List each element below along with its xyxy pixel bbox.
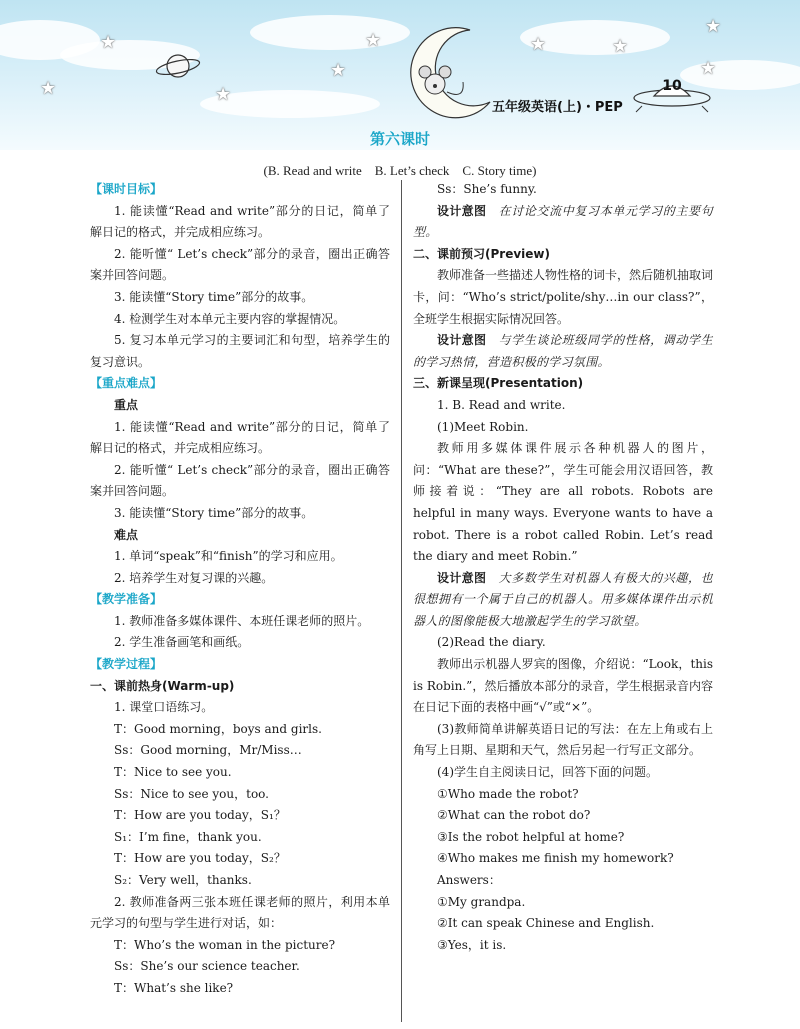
presentation-heading: 三、新课呈现(Presentation) [413,376,584,391]
book-label: 五年级英语(上)・PEP [492,100,623,115]
presentation-paragraph: 教师出示机器人罗宾的图像，介绍说：“Look，this is Robin.”，然后播放本部分的录音，学生根据录音内容在日记下面的表格中画“√”或“×”。 [413,657,713,715]
cloud-decoration [250,15,410,50]
star-icon: ★ [215,84,232,105]
presentation-paragraph: (3)教师简单讲解英语日记的写法：在左上角或右上角写上日期、星期和天气，然后另起一行写正文部分。 [413,721,713,758]
dialog-line: T：How are you today，S₁？ [114,808,286,823]
design-intent [413,568,713,633]
design-intent-text: 大多数学生对机器人有极大的兴趣，也很想拥有一个属于自己的机器人。用多媒体课件出示机器人的图像能极大地激起学生的学习欲望。 [413,570,713,628]
section-tag-key-points: 【重点难点】 [90,376,163,391]
star-icon: ★ [530,34,547,55]
lesson-subtitle: (B. Read and write B. Let’s check C. Story time) [263,163,537,178]
answer-item: ③Yes，it is. [437,937,507,952]
question-item: ①Who made the robot? [437,786,579,801]
lesson-title: 第六课时 [369,130,430,148]
presentation-step: (2)Read the diary. [437,635,546,650]
goal-item: 1. 能读懂“Read and write”部分的日记，简单了解日记的格式，并完成相应练习。 [90,203,390,240]
design-intent-text: 与学生谈论班级同学的性格，调动学生的学习热情，营造积极的学习氛围。 [413,333,713,369]
right-column [413,179,713,956]
star-icon: ★ [330,60,347,81]
dialog-line: Ss：Good morning，Mr/Miss… [114,743,302,758]
star-icon: ★ [40,78,57,99]
warm-up-heading: 一、课前热身(Warm-up) [90,678,235,693]
key-point-item: 2. 能听懂“ Let’s check”部分的录音，圈出正确答案并回答问题。 [90,462,390,499]
dialog-line: S₂：Very well，thanks. [114,873,252,887]
design-intent-text: 在讨论交流中复习本单元学习的主要句型。 [413,203,713,240]
section-tag-goals: 【课时目标】 [90,182,163,196]
preview-paragraph: 教师准备一些描述人物性格的词卡，然后随机抽取词卡，问：“Who’s strict/polite/shy…in our class?”，全班学生根据实际情况回答。 [413,268,714,326]
design-intent-label: 设计意图 [437,333,487,348]
presentation-paragraph: 教师用多媒体课件展示各种机器人的图片，问：“What are these?”，学生可能会用汉语回答，教师接着说：“They are all robots. Robots are helpful in many ways. Everyone wants to have a robot. There is a robot called Robin. Let’s read the diary and meet Robin.” [413,441,713,564]
difficult-points-heading: 难点 [114,527,139,542]
dialog-line: 1. 课堂口语练习。 [114,700,214,715]
star-icon: ★ [705,16,722,37]
design-intent [413,201,713,244]
design-intent [413,330,713,373]
page-number: 10 [662,78,682,94]
prep-item: 2. 学生准备画笔和画纸。 [114,635,250,650]
goal-item: 4. 检测学生对本单元主要内容的掌握情况。 [114,311,346,326]
dialog-line: T：Who’s the woman in the picture? [114,937,336,952]
dialog-line: T：How are you today，S₂？ [114,851,286,866]
dialog-line: S₁：I’m fine，thank you. [114,829,262,844]
section-tag-process: 【教学过程】 [90,657,163,672]
moon-mouse-icon [395,22,505,122]
question-item: ③Is the robot helpful at home? [437,829,625,844]
warm-up-paragraph: 2. 教师准备两三张本班任课老师的照片，利用本单元学习的句型与学生进行对话，如： [90,894,390,931]
key-points-heading: 重点 [114,397,139,412]
section-tag-preparation: 【教学准备】 [90,592,163,607]
presentation-step: (1)Meet Robin. [437,419,529,434]
dialog-line: T：Good morning，boys and girls. [114,721,322,736]
answers-label: Answers： [437,873,501,887]
dialog-line: T：What’s she like? [114,980,234,995]
dialog-line: T：Nice to see you. [114,765,232,780]
goal-item: 3. 能读懂“Story time”部分的故事。 [114,289,314,304]
column-divider [401,180,402,1022]
left-column [90,179,390,1000]
design-intent-label: 设计意图 [437,203,487,218]
dialog-line: Ss：She’s funny. [437,182,537,196]
answer-item: ②It can speak Chinese and English. [437,916,655,931]
goal-item: 5. 复习本单元学习的主要词汇和句型，培养学生的复习意识。 [90,333,390,369]
star-icon: ★ [612,36,629,57]
star-icon: ★ [700,58,717,79]
question-item: ②What can the robot do? [437,808,591,823]
presentation-paragraph: (4)学生自主阅读日记，回答下面的问题。 [437,765,658,780]
prep-item: 1. 教师准备多媒体课件、本班任课老师的照片。 [114,613,370,628]
star-icon: ★ [100,32,117,53]
dialog-line: Ss：She’s our science teacher. [114,959,300,974]
key-point-item: 3. 能读懂“Story time”部分的故事。 [114,505,314,520]
star-icon: ★ [365,30,382,51]
presentation-step: 1. B. Read and write. [437,397,566,412]
difficult-point-item: 1. 单词“speak”和“finish”的学习和应用。 [114,549,343,564]
planet-icon [155,48,201,84]
answer-item: ①My grandpa. [437,894,526,909]
question-item: ④Who makes me finish my homework? [437,851,674,866]
preview-heading: 二、课前预习(Preview) [413,246,550,261]
goal-item: 2. 能听懂“ Let’s check”部分的录音，圈出正确答案并回答问题。 [90,246,390,283]
design-intent-label: 设计意图 [437,570,487,585]
difficult-point-item: 2. 培养学生对复习课的兴趣。 [114,570,274,585]
key-point-item: 1. 能读懂“Read and write”部分的日记，简单了解日记的格式，并完成相应练习。 [90,419,390,456]
dialog-line: Ss：Nice to see you，too. [114,786,269,801]
